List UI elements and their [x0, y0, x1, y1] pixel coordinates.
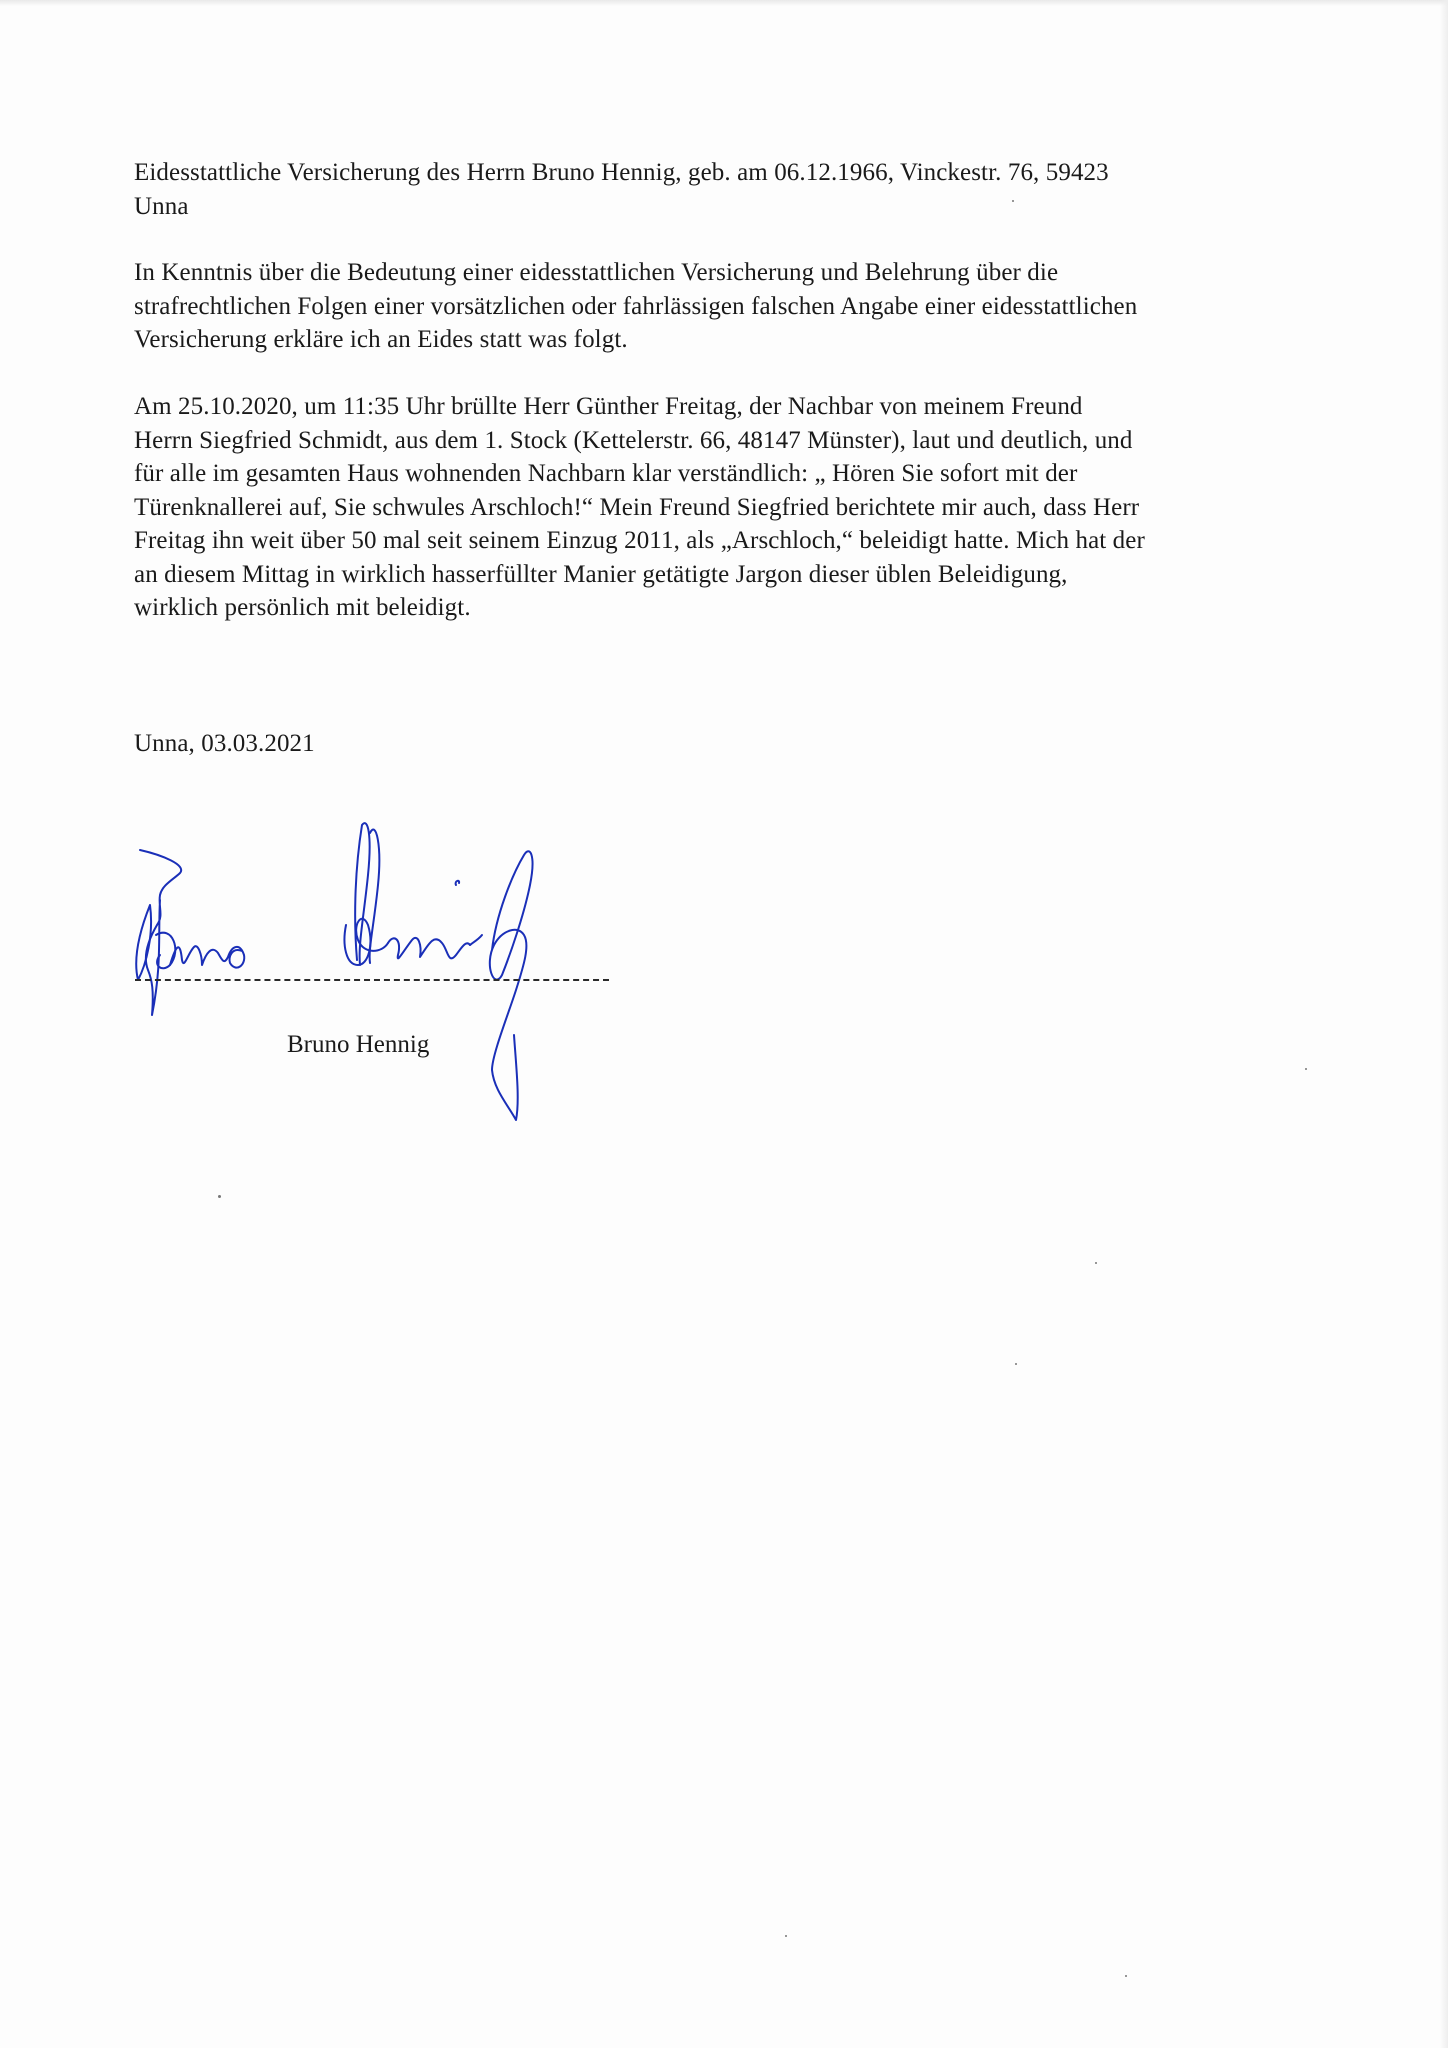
declaration-heading: [134, 156, 1314, 223]
statement-line: Am 25.10.2020, um 11:35 Uhr brüllte Herr Günther Freitag, der Nachbar von meinem Freund: [134, 393, 1083, 420]
instruction-line: strafrechtlichen Folgen einer vorsätzlichen oder fahrlässigen falschen Angabe einer eidesstattlichen: [134, 292, 1138, 320]
signer-name: Bruno Hennig: [287, 1031, 430, 1058]
signature-block: [132, 815, 632, 1135]
signature-dashed-line: [135, 979, 609, 981]
instruction-paragraph: [134, 256, 1314, 357]
heading-line: Unna: [134, 192, 189, 220]
heading-line: Eidesstattliche Versicherung des Herrn Bruno Hennig, geb. am 06.12.1966, Vinckestr. 76, 59423: [134, 159, 1109, 186]
scan-speck: [1125, 1975, 1127, 1977]
instruction-line: Versicherung erkläre ich an Eides statt was folgt.: [134, 326, 628, 353]
statement-line: Herrn Siegfried Schmidt, aus dem 1. Stock (Kettelerstr. 66, 48147 Münster), laut und deutlich, und: [134, 426, 1133, 454]
scan-shadow-right: [1440, 0, 1448, 2048]
scan-speck: [1012, 200, 1014, 202]
scan-speck: [785, 1935, 787, 1937]
statement-line: Türenknallerei auf, Sie schwules Arschloch!“ Mein Freund Siegfried berichtete mir auch, dass Herr: [134, 493, 1140, 521]
place-and-date: [134, 727, 1314, 761]
statement-line: an diesem Mittag in wirklich hasserfüllter Manier getätigte Jargon dieser üblen Beleidigung,: [134, 560, 1068, 588]
statement-line: für alle im gesamten Haus wohnenden Nachbarn klar verständlich: „ Hören Sie sofort mit der: [134, 460, 1078, 487]
place-date-text: Unna, 03.03.2021: [134, 730, 315, 757]
scan-speck: [1015, 1363, 1017, 1365]
scan-speck: [1095, 1262, 1097, 1264]
scan-speck: [1305, 1068, 1307, 1070]
scan-speck: [218, 1195, 221, 1198]
handwritten-signature: [132, 815, 632, 1135]
statement-line: Freitag ihn weit über 50 mal seit seinem Einzug 2011, als „Arschloch,“ beleidigt hatte. Mich hat der: [134, 527, 1145, 554]
instruction-line: In Kenntnis über die Bedeutung einer eidesstattlichen Versicherung und Belehrung über die: [134, 259, 1059, 286]
statement-paragraph: [134, 390, 1314, 625]
statement-line: wirklich persönlich mit beleidigt.: [134, 594, 471, 621]
scan-shadow-top: [0, 0, 1448, 6]
